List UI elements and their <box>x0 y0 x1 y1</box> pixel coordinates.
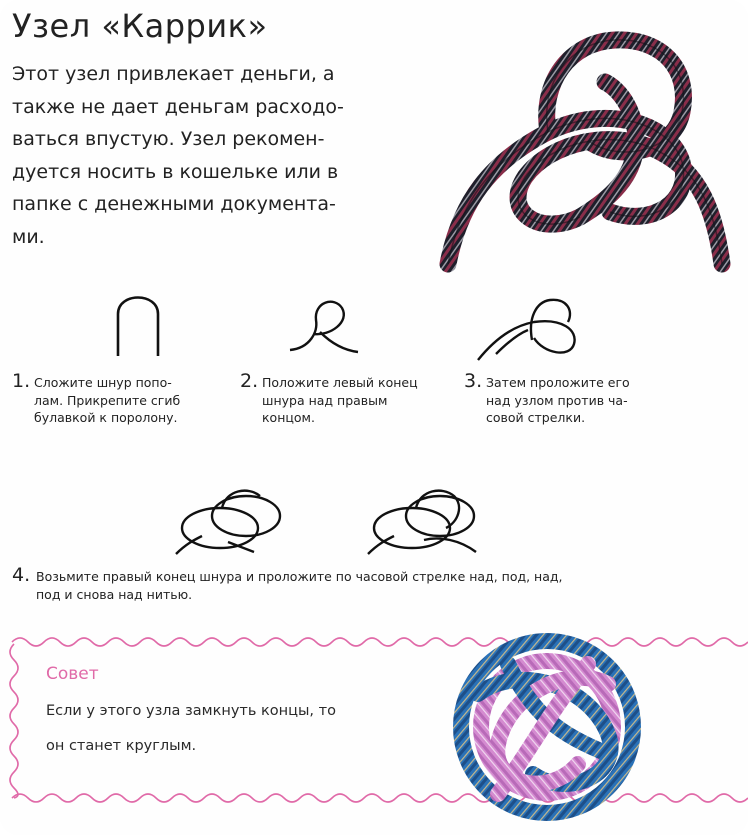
step-4 <box>12 564 732 603</box>
step-line: лам. Прикрепите сгиб <box>34 392 181 408</box>
step-line: Сложите шнур попо- <box>34 375 172 390</box>
step-line: Положите левый конец <box>262 375 418 390</box>
intro-line: ваться впустую. Узел рекомен- <box>12 128 325 151</box>
step-number: 1. <box>12 370 31 392</box>
step-text <box>262 374 460 427</box>
step-4a-diagram <box>168 482 292 558</box>
step-text <box>36 568 732 603</box>
intro-line: Этот узел привлекает деньги, а <box>12 63 335 85</box>
step-line: совой стрелки. <box>486 410 586 425</box>
intro-line: папке с денежными документа- <box>12 193 336 216</box>
page-title: Узел «Каррик» <box>12 7 268 45</box>
carrick-knot-photo <box>430 12 748 274</box>
step-3-diagram <box>474 288 588 364</box>
intro-line: также не дает деньгам расходо- <box>12 95 344 118</box>
step-2-diagram <box>284 292 364 358</box>
intro-line: дуется носить в кошельке или в <box>12 160 339 183</box>
step-number: 4. <box>12 564 31 586</box>
step-line: над узлом против ча- <box>486 392 628 408</box>
tip-line: он станет круглым. <box>46 738 197 754</box>
tip-line: Если у этого узла замкнуть концы, то <box>46 703 336 719</box>
step-1-diagram <box>104 286 172 358</box>
step-text <box>34 374 222 427</box>
step-2 <box>240 370 460 427</box>
step-line: булавкой к поролону. <box>34 410 178 425</box>
step-3 <box>464 370 684 427</box>
step-line: Возьмите правый конец шнура и проложите по часовой стрелке над, под, над, <box>36 569 563 584</box>
intro-line: ми. <box>12 225 45 248</box>
step-4b-diagram <box>360 482 484 558</box>
step-number: 3. <box>464 370 483 392</box>
tip-text <box>46 694 336 764</box>
step-line: Затем проложите его <box>486 375 630 390</box>
step-line: под и снова над нитью. <box>36 586 193 602</box>
step-line: концом. <box>262 410 315 425</box>
intro-paragraph <box>12 58 412 254</box>
step-number: 2. <box>240 370 259 392</box>
step-line: шнура над правым <box>262 392 388 408</box>
round-knot-photo <box>438 624 656 830</box>
step-1 <box>12 370 222 427</box>
step-text <box>486 374 684 427</box>
tip-title: Совет <box>46 664 99 684</box>
